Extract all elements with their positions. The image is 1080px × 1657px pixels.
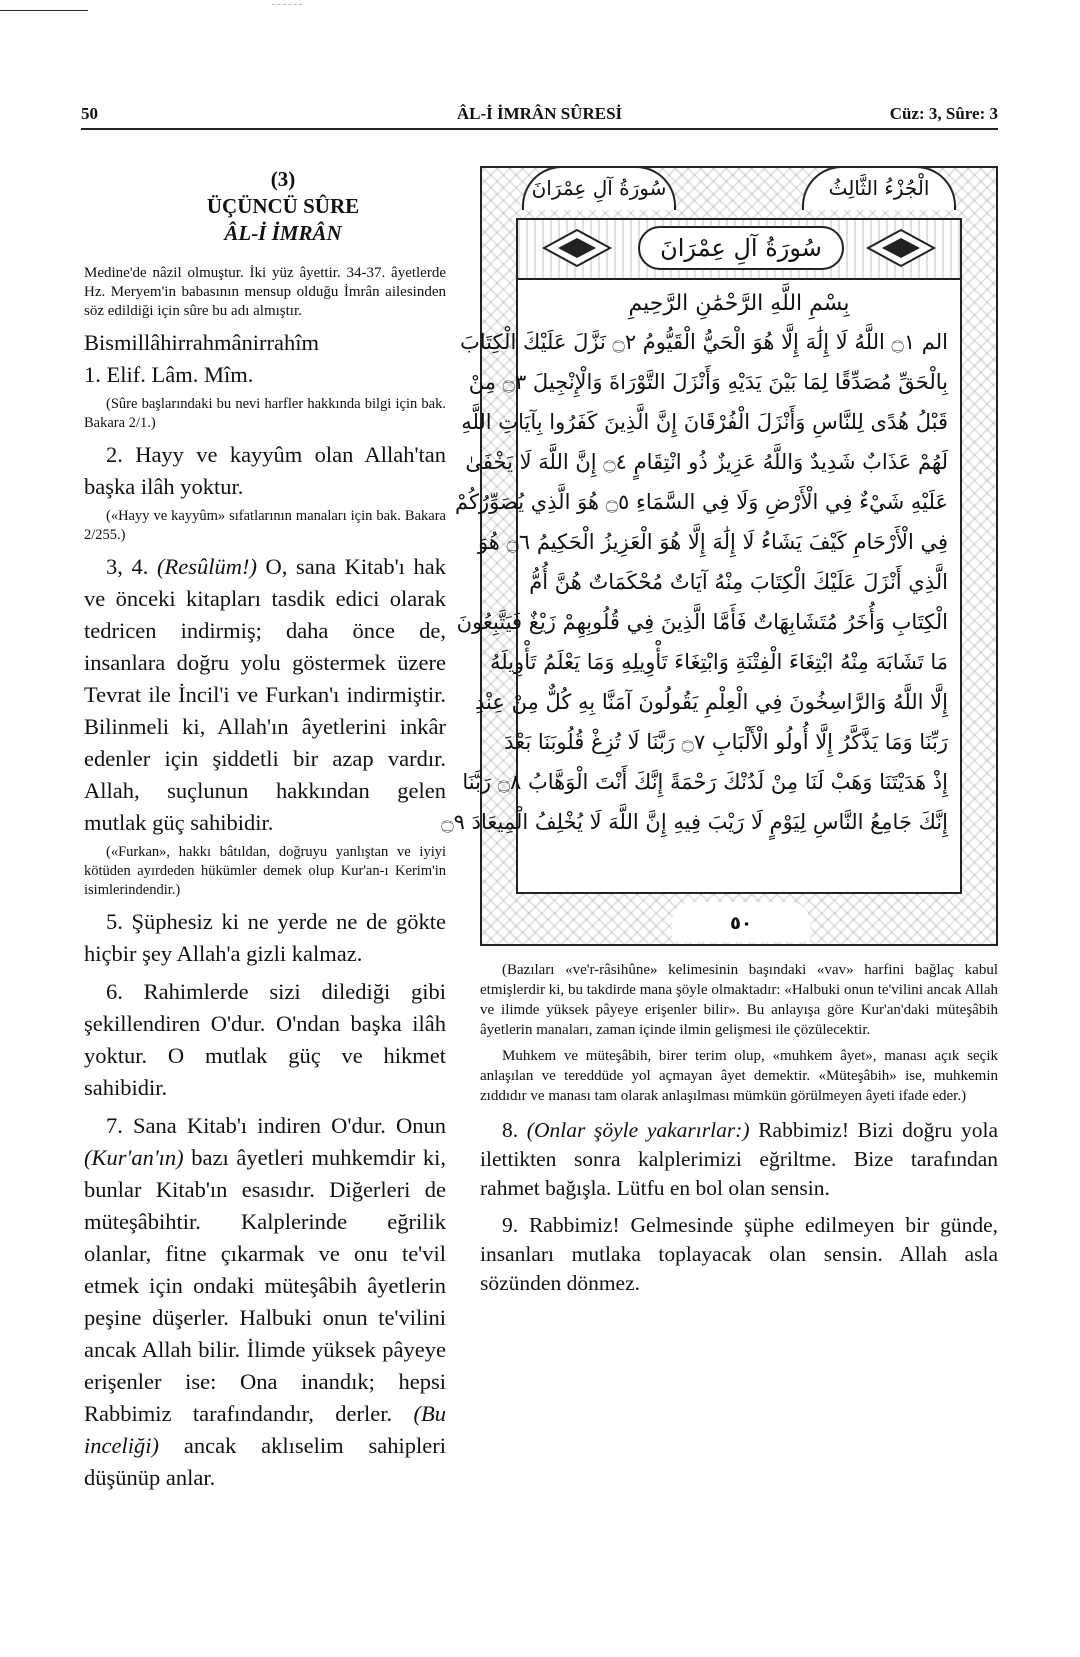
arabic-line: إِذْ هَدَيْتَنَا وَهَبْ لَنَا مِنْ لَدُنْكَ رَحْمَةً إِنَّكَ أَنْتَ الْوَهَّابُ ۝٨ رَبَّنَا — [462, 770, 948, 794]
footnote-2: Muhkem ve müteşâbih, birer terim olup, «muhkem âyet», manası açık seçik anlaşılan ve tereddüde yol açmayan âyet demektir. «Müteşâbih» ise, muhkemin zıddıdır ve manası tam olarak anlaşılması mümkün görülmeyen âyeti ifade eder.) — [480, 1048, 998, 1104]
verse-3-4-text: O, sana Kitab'ı hak ve önceki kitapları tasdik edici olarak tedricen indirmiş; daha önce de, insanlara doğru yolu göstermek üzere Tevrat ile İncil'i ve Furkan'ı indirmiştir. Bilinmeli ki, Allah'ın âyetlerini inkâr edenler için şiddetli bir azap vardır. Allah, suçlunun hakkından gelen mutlak güç sahibidir. — [84, 554, 446, 835]
arabic-basmala: بِسْمِ اللَّهِ الرَّحْمَٰنِ الرَّحِيمِ — [628, 291, 850, 316]
arabic-line: بِالْحَقِّ مُصَدِّقًا لِمَا بَيْنَ يَدَيْهِ وَأَنْزَلَ التَّوْرَاةَ وَالْإِنْجِيلَ ۝٣ مِنْ — [468, 370, 948, 394]
mushaf-surah-tab: سُورَةُ آلِ عِمْرَانَ — [522, 166, 676, 210]
right-column — [441, 166, 998, 1298]
verse-3-4-italic: (Resûlüm!) — [156, 554, 257, 579]
surah-cartouche: سُورَةُ آلِ عِمْرَانَ — [638, 226, 844, 270]
verse-8-italic: (Onlar şöyle yakarırlar:) — [526, 1118, 750, 1142]
verse-5: 5. Şüphesiz ki ne yerde ne de gökte hiçbir şey Allah'a gizli kalmaz. — [84, 909, 446, 966]
verse-1: 1. Elif. Lâm. Mîm. — [84, 362, 254, 387]
verse-7-part-b: bazı âyetleri muhkemdir ki, bunlar Kitab'ın esasıdır. Diğerleri de müteşâbihtir. Kalplerinde eğrilik olanlar, fitne çıkarmak ve onu te'vil etmek için ondaki müteşâbih âyetlerin peşine düşerler. Halbuki onun te'vilini ancak Allah bilir. İlimde yüksek pâyeye erişenler ise: Ona inandık; hepsi Rabbimiz tarafındandır, derler. — [84, 1145, 447, 1426]
page-number: 50 — [81, 104, 98, 123]
mushaf-page-frame — [441, 166, 998, 946]
mushaf-juz-tab: الْجُزْءُ الثَّالِثُ — [802, 166, 956, 210]
running-title: ÂL-İ İMRÂN SÛRESİ — [456, 104, 623, 123]
verse-7-part-a: 7. Sana Kitab'ı indiren O'dur. Onun — [106, 1113, 446, 1138]
arabic-line: الْكِتَابِ وَأُخَرُ مُتَشَابِهَاتٌ فَأَمَّا الَّذِينَ فِي قُلُوبِهِمْ زَيْغٌ فَيَتَّبِعُونَ — [456, 610, 948, 634]
verse-8-text: Rabbimiz! Bizi doğru yola ilettikten sonra kalplerimizi eğriltme. Bize tarafından rahmet bağışla. Lütfu en bol olan sensin. — [480, 1118, 998, 1200]
note-2: («Hayy ve kayyûm» sıfatlarının manaları için bak. Bakara 2/255.) — [84, 508, 446, 543]
surah-name: ÂL-İ İMRÂN — [224, 221, 342, 245]
verse-9: 9. Rabbimiz! Gelmesinde şüphe edilmeyen bir günde, insanları mutlaka toplayacak olan sensin. Allah asla sözünden dönmez. — [480, 1213, 998, 1295]
note-3-4: («Furkan», hakkı bâtıldan, doğruyu yanlıştan ve iyiyi kötüden ayırdeden hükümler demek olup Kur'an-ı Kerim'in isimlerindendir.) — [84, 844, 446, 898]
arabic-lines — [441, 322, 960, 842]
surah-number: (3) — [270, 167, 296, 191]
verse-3-4-number: 3, 4. — [106, 554, 149, 579]
arabic-line: الم ۝١ اللَّهُ لَا إِلَٰهَ إِلَّا هُوَ الْحَيُّ الْقَيُّومُ ۝٢ نَزَّلَ عَلَيْكَ الْكِتَابَ — [459, 330, 948, 354]
arabic-line: إِلَّا اللَّهُ وَالرَّاسِخُونَ فِي الْعِلْمِ يَقُولُونَ آمَنَّا بِهِ كُلٌّ مِنْ عِنْدِ — [475, 690, 948, 714]
top-rule — [0, 10, 88, 11]
surah-intro: Medine'de nâzil olmuştur. İki yüz âyettir. 34-37. âyetlerde Hz. Meryem'in babasının mensup olduğu İmrân ailesinden söz edildiği için sûre bu adı almıştır. — [84, 265, 446, 319]
surah-ordinal: ÜÇÜNCÜ SÛRE — [206, 194, 360, 218]
verse-7-part-c: ancak aklıselim sahipleri düşünüp anlar. — [84, 1433, 447, 1490]
surah-heading — [120, 166, 446, 247]
left-column — [84, 166, 446, 1494]
arabic-line: الَّذِي أَنْزَلَ عَلَيْكَ الْكِتَابَ مِنْهُ آيَاتٌ مُحْكَمَاتٌ هُنَّ أُمُّ — [529, 570, 948, 594]
verse-2: 2. Hayy ve kayyûm olan Allah'tan başka ilâh yoktur. — [84, 442, 446, 499]
mushaf-page-number: ٥٠ — [730, 913, 752, 934]
running-header — [81, 104, 998, 130]
footnote-1: (Bazıları «ve'r-râsihûne» kelimesinin başındaki «vav» harfini bağlaç kabul etmişlerdir ki, bu takdirde mana şöyle olmaktadır: «Halbuki onun te'vilini ancak Allah ve ilimde yüksek pâyeye erişenler bilir». Bu anlayışa göre Kur'an'daki müteşâbih âyetlerin manaları, zaman içinde ilmin gelişmesi ile çözülecektir. — [480, 962, 998, 1038]
verse-7-italic-1: (Kur'an'ın) — [84, 1145, 184, 1170]
arabic-line: إِنَّكَ جَامِعُ النَّاسِ لِيَوْمٍ لَا رَيْبَ فِيهِ إِنَّ اللَّهَ لَا يُخْلِفُ الْمِيعَادَ ۝٩ — [441, 810, 948, 834]
verse-7-italic-2: (Bu inceliği) — [84, 1401, 446, 1458]
basmala-text: Bismillâhirrahmânirrahîm — [84, 330, 319, 355]
mushaf-text-area — [441, 218, 962, 894]
ornament-diamond-icon — [866, 228, 936, 268]
surah-banner — [518, 220, 960, 280]
arabic-line: فِي الْأَرْحَامِ كَيْفَ يَشَاءُ لَا إِلَٰهَ إِلَّا هُوَ الْعَزِيزُ الْحَكِيمُ ۝٦ هُوَ — [477, 530, 948, 554]
verse-3-4 — [84, 551, 446, 839]
arabic-line: رَبِّنَا وَمَا يَذَّكَّرُ إِلَّا أُولُو الْأَلْبَابِ ۝٧ رَبَّنَا لَا تُزِغْ قُلُوبَنَا بَعْدَ — [504, 730, 948, 754]
top-dash — [272, 4, 302, 5]
arabic-line: عَلَيْهِ شَيْءٌ فِي الْأَرْضِ وَلَا فِي السَّمَاءِ ۝٥ هُوَ الَّذِي يُصَوِّرُكُمْ — [455, 490, 948, 514]
note-1: (Sûre başlarındaki bu nevi harfler hakkında bilgi için bak. Bakara 2/1.) — [84, 396, 446, 431]
ornament-diamond-icon — [542, 228, 612, 268]
verse-6: 6. Rahimlerde sizi dilediği gibi şekillendiren O'dur. O'ndan başka ilâh yoktur. O mutlak güç ve hikmet sahibidir. — [84, 979, 446, 1100]
arabic-line: لَهُمْ عَذَابٌ شَدِيدٌ وَاللَّهُ عَزِيزٌ ذُو انْتِقَامٍ ۝٤ إِنَّ اللَّهَ لَا يَخْفَىٰ — [465, 450, 948, 474]
arabic-line: مَا تَشَابَهَ مِنْهُ ابْتِغَاءَ الْفِتْنَةِ وَابْتِغَاءَ تَأْوِيلِهِ وَمَا يَعْلَمُ تَأْوِيلَهُ — [490, 650, 948, 674]
verse-8 — [480, 1116, 998, 1203]
cuz-sure-label: Cüz: 3, Sûre: 3 — [889, 104, 998, 123]
arabic-line: قَبْلُ هُدًى لِلنَّاسِ وَأَنْزَلَ الْفُرْقَانَ إِنَّ الَّذِينَ كَفَرُوا بِآيَاتِ اللَّهِ — [461, 410, 948, 434]
mushaf-page-number-box — [672, 902, 810, 942]
verse-7 — [84, 1110, 446, 1494]
verse-8-number: 8. — [502, 1118, 519, 1142]
